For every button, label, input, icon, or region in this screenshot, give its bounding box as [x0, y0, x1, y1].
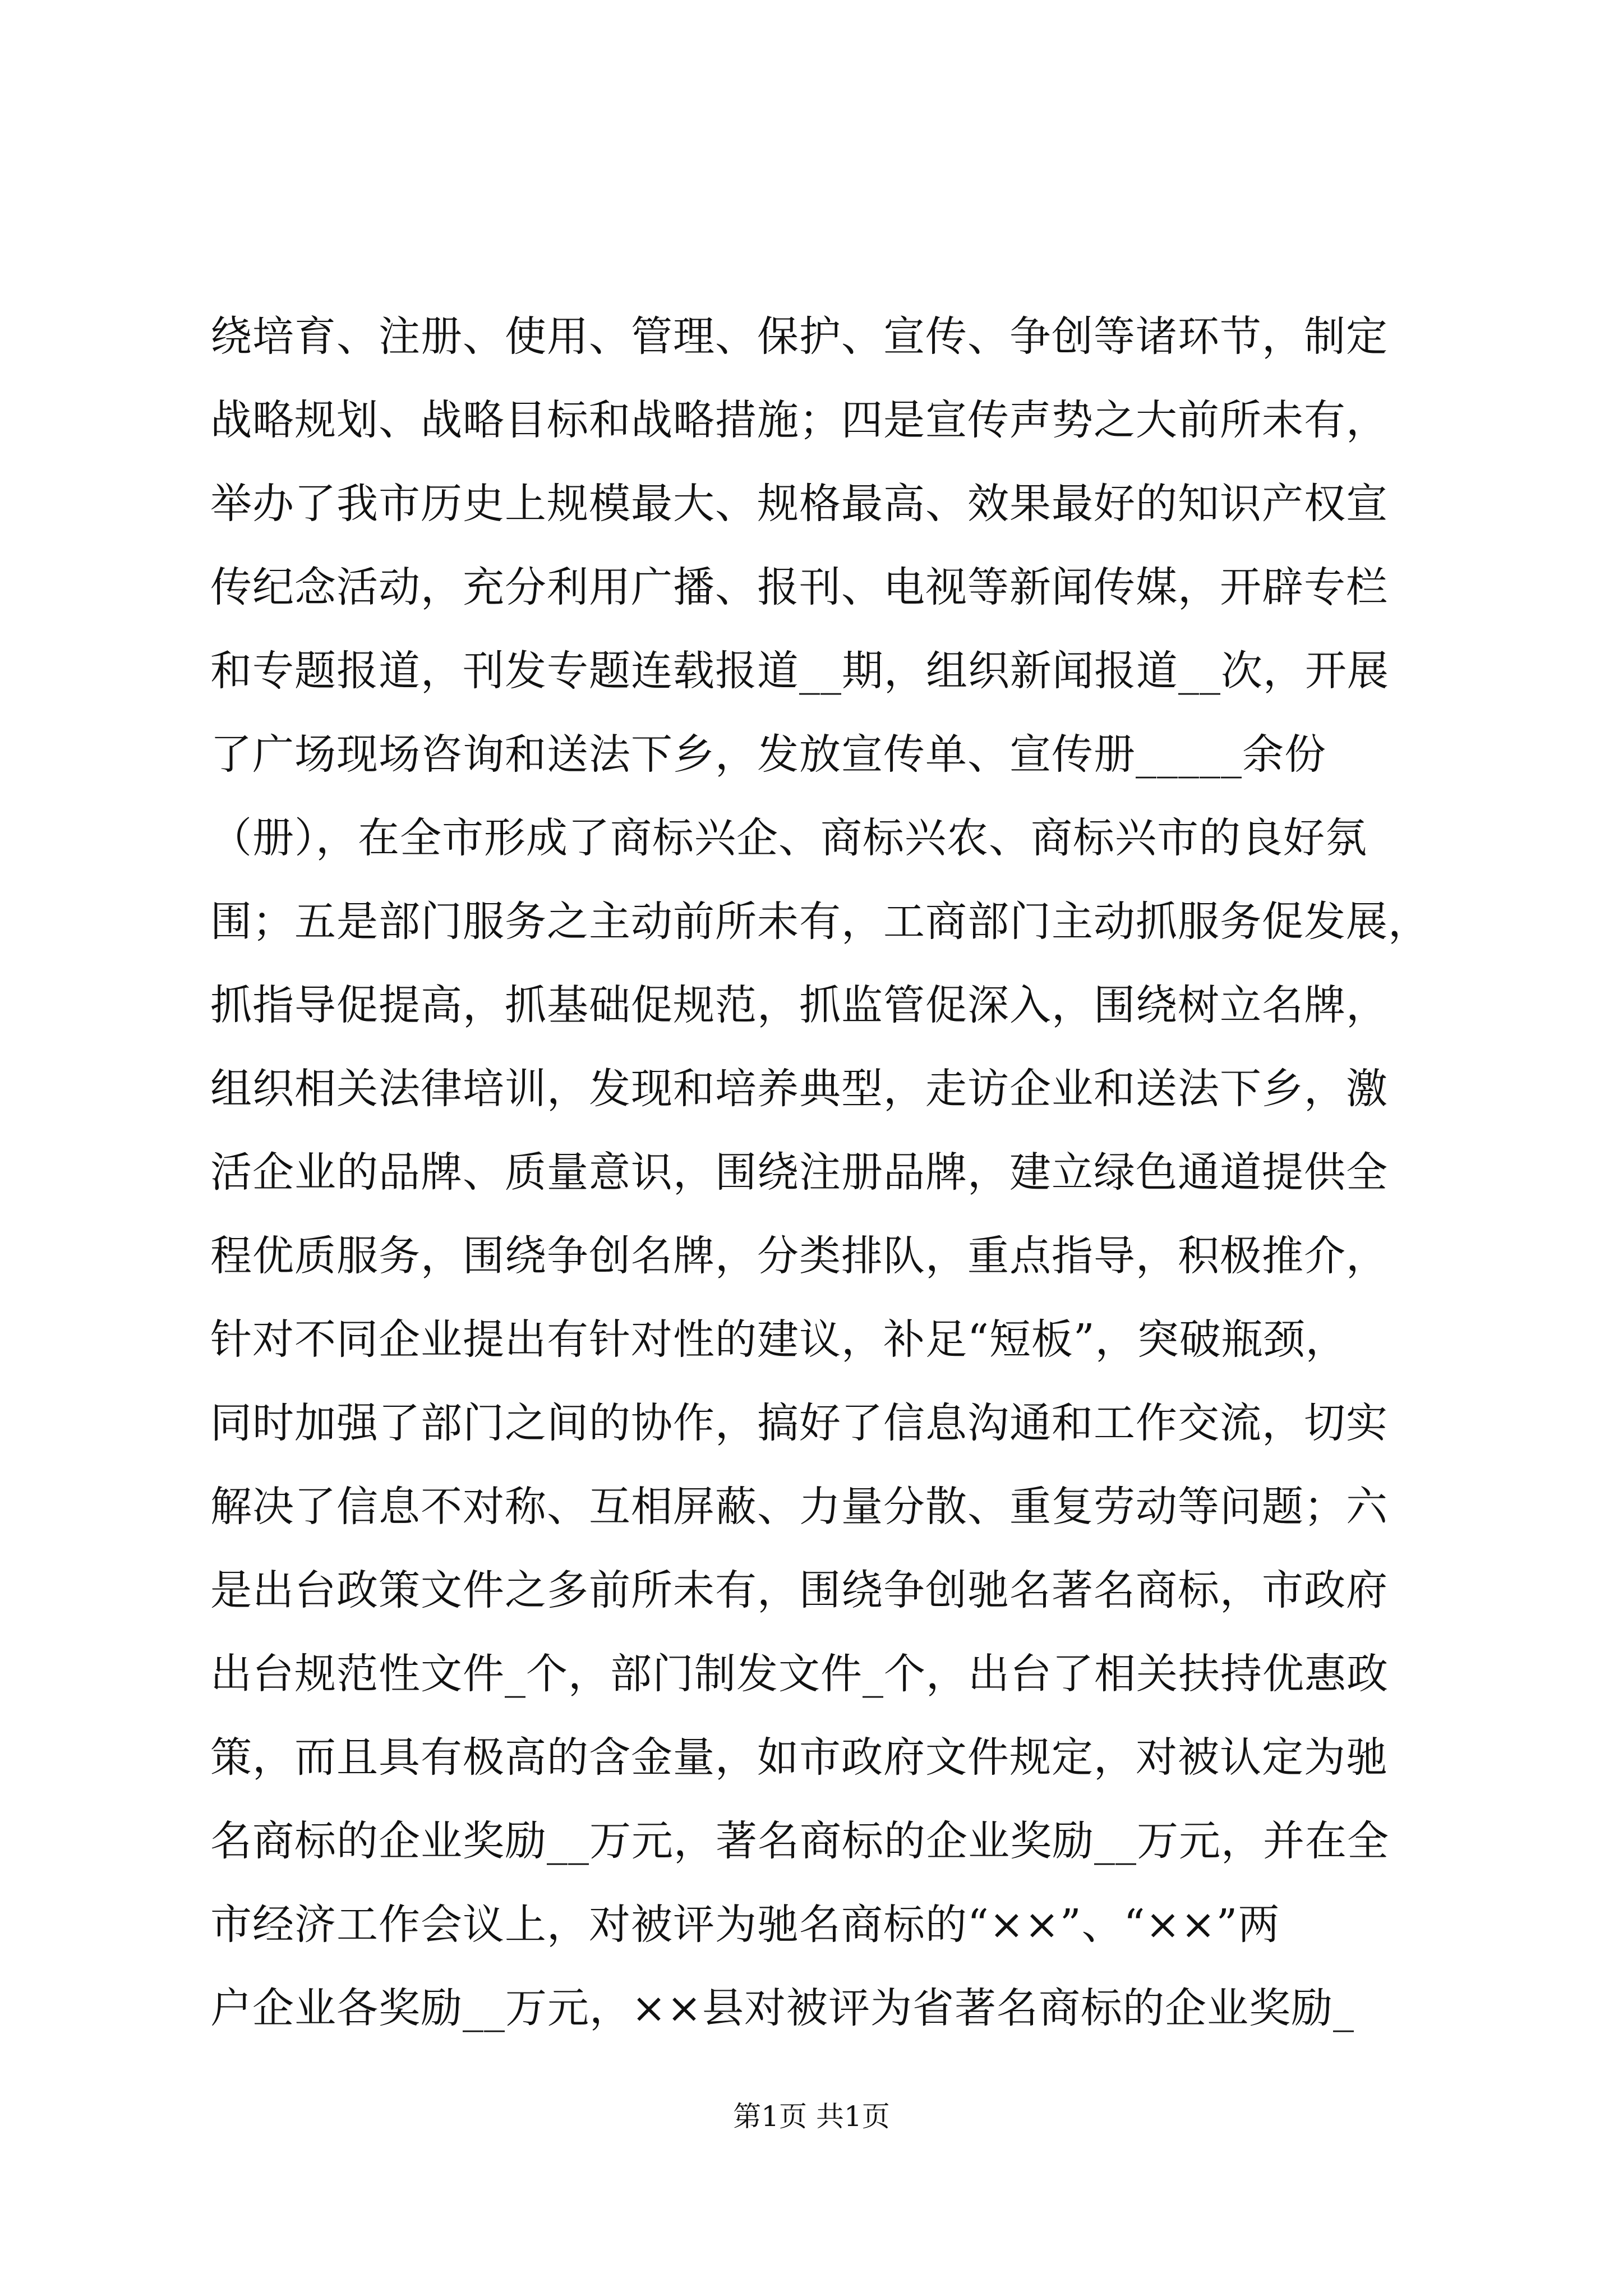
text-line: 是出台政策文件之多前所未有，围绕争创驰名著名商标，市政府 — [210, 1566, 1388, 1614]
text-line: 围；五是部门服务之主动前所未有，工商部门主动抓服务促发展， — [210, 898, 1430, 946]
text-line: 程优质服务，围绕争创名牌，分类排队，重点指导，积极推介， — [210, 1232, 1388, 1280]
text-line: 针对不同企业提出有针对性的建议，补足“短板”，突破瓶颈， — [210, 1315, 1348, 1364]
text-line: 举办了我市历史上规模最大、规格最高、效果最好的知识产权宣 — [210, 480, 1388, 528]
text-line: 户企业各奖励__万元，××县对被评为省著名商标的企业奖励_ — [210, 1984, 1355, 2032]
text-line: 组织相关法律培训，发现和培养典型，走访企业和送法下乡，激 — [210, 1065, 1388, 1113]
text-line: 绕培育、注册、使用、管理、保护、宣传、争创等诸环节，制定 — [210, 312, 1388, 361]
text-line: 出台规范性文件_个，部门制发文件_个，出台了相关扶持优惠政 — [210, 1650, 1389, 1698]
page-number-footer: 第1页 共1页 — [733, 2100, 890, 2133]
text-line: 和专题报道，刊发专题连载报道__期，组织新闻报道__次，开展 — [210, 647, 1389, 695]
text-line: 解决了信息不对称、互相屏蔽、力量分散、重复劳动等问题；六 — [210, 1483, 1388, 1531]
text-line: 抓指导促提高，抓基础促规范，抓监管促深入，围绕树立名牌， — [210, 981, 1388, 1029]
text-line: 传纪念活动，充分利用广播、报刊、电视等新闻传媒，开辟专栏 — [210, 563, 1388, 611]
text-line: 名商标的企业奖励__万元，著名商标的企业奖励__万元，并在全 — [210, 1817, 1389, 1865]
text-line: 同时加强了部门之间的协作，搞好了信息沟通和工作交流，切实 — [210, 1399, 1388, 1447]
text-line: 了广场现场咨询和送法下乡，发放宣传单、宣传册_____余份 — [210, 730, 1326, 779]
text-line: 活企业的品牌、质量意识，围绕注册品牌，建立绿色通道提供全 — [210, 1148, 1388, 1197]
text-line: 战略规划、战略目标和战略措施；四是宣传声势之大前所未有， — [210, 396, 1388, 444]
text-line: 市经济工作会议上，对被评为驰名商标的“××”、“××”两 — [210, 1901, 1280, 1949]
text-line: （册），在全市形成了商标兴企、商标兴农、商标兴市的良好氛 — [210, 814, 1367, 862]
text-line: 策，而且具有极高的含金量，如市政府文件规定，对被认定为驰 — [210, 1733, 1388, 1782]
